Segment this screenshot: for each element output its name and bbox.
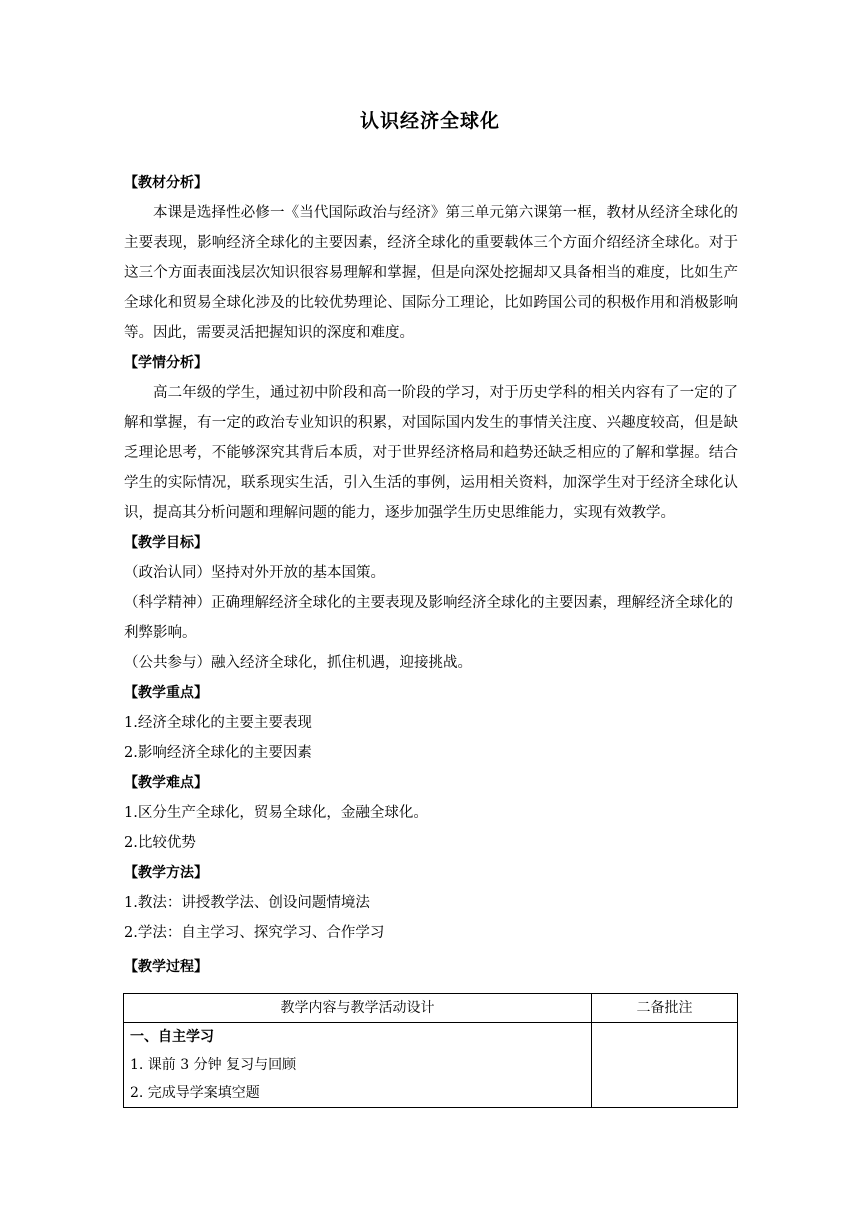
paragraph-textbook-analysis: 本课是选择性必修一《当代国际政治与经济》第三单元第六课第一框，教材从经济全球化的主要表现，影响经济全球化的主要因素，经济全球化的重要载体三个方面介绍经济全球化。对于这三个方面表面浅层次知识很容易理解和掌握，但是向深处挖掘却又具备相当的难度，比如生产全球化和贸易全球化涉及的比较优势理论、国际分工理论，比如跨国公司的积极作用和消极影响等。因此，需要灵活把握知识的深度和难度。 xyxy=(124,205,738,341)
heading-difficulties: 【教学难点】 xyxy=(124,775,208,791)
process-table xyxy=(123,993,738,1108)
heading-methods: 【教学方法】 xyxy=(124,865,208,881)
heading-process: 【教学过程】 xyxy=(124,959,208,975)
key-point-item: 2.影响经济全球化的主要因素 xyxy=(124,745,312,761)
table-header-notes: 二备批注 xyxy=(592,994,738,1023)
paragraph-student-analysis: 高二年级的学生，通过初中阶段和高一阶段的学习，对于历史学科的相关内容有了一定的了解和掌握，有一定的政治专业知识的积累，对国际国内发生的事情关注度、兴趣度较高，但是缺乏理论思考，不能够深究其背后本质，对于世界经济格局和趋势还缺乏相应的了解和掌握。结合学生的实际情况，联系现实生活，引入生活的事例，运用相关资料，加深学生对于经济全球化认识，提高其分析问题和理解问题的能力，逐步加强学生历史思维能力，实现有效教学。 xyxy=(124,385,738,521)
table-header-row xyxy=(124,994,738,1023)
table-header-content: 教学内容与教学活动设计 xyxy=(124,994,592,1023)
table-cell-notes xyxy=(592,1023,738,1108)
heading-teaching-goals: 【教学目标】 xyxy=(124,535,208,551)
goal-item: （政治认同）坚持对外开放的基本国策。 xyxy=(124,565,385,581)
page-title: 认识经济全球化 xyxy=(359,110,500,132)
key-point-item: 1.经济全球化的主要主要表现 xyxy=(124,715,312,731)
table-row xyxy=(124,1023,738,1108)
heading-key-points: 【教学重点】 xyxy=(124,685,208,701)
goal-item: （公共参与）融入经济全球化，抓住机遇，迎接挑战。 xyxy=(124,655,472,671)
method-item: 1.教法：讲授教学法、创设问题情境法 xyxy=(124,895,370,911)
heading-textbook-analysis: 【教材分析】 xyxy=(124,175,208,191)
document-body xyxy=(124,168,738,982)
table-line: 2. 完成导学案填空题 xyxy=(130,1085,260,1101)
goal-item: （科学精神）正确理解经济全球化的主要表现及影响经济全球化的主要因素，理解经济全球化的利弊影响。 xyxy=(124,595,733,641)
table-line: 1. 课前 3 分钟 复习与回顾 xyxy=(130,1057,297,1073)
method-item: 2.学法：自主学习、探究学习、合作学习 xyxy=(124,925,385,941)
table-section-title: 一、自主学习 xyxy=(130,1029,214,1045)
difficulty-item: 1.区分生产全球化，贸易全球化，金融全球化。 xyxy=(124,805,428,821)
heading-student-analysis: 【学情分析】 xyxy=(124,355,208,371)
table-cell-content xyxy=(124,1023,592,1108)
difficulty-item: 2.比较优势 xyxy=(124,835,196,851)
